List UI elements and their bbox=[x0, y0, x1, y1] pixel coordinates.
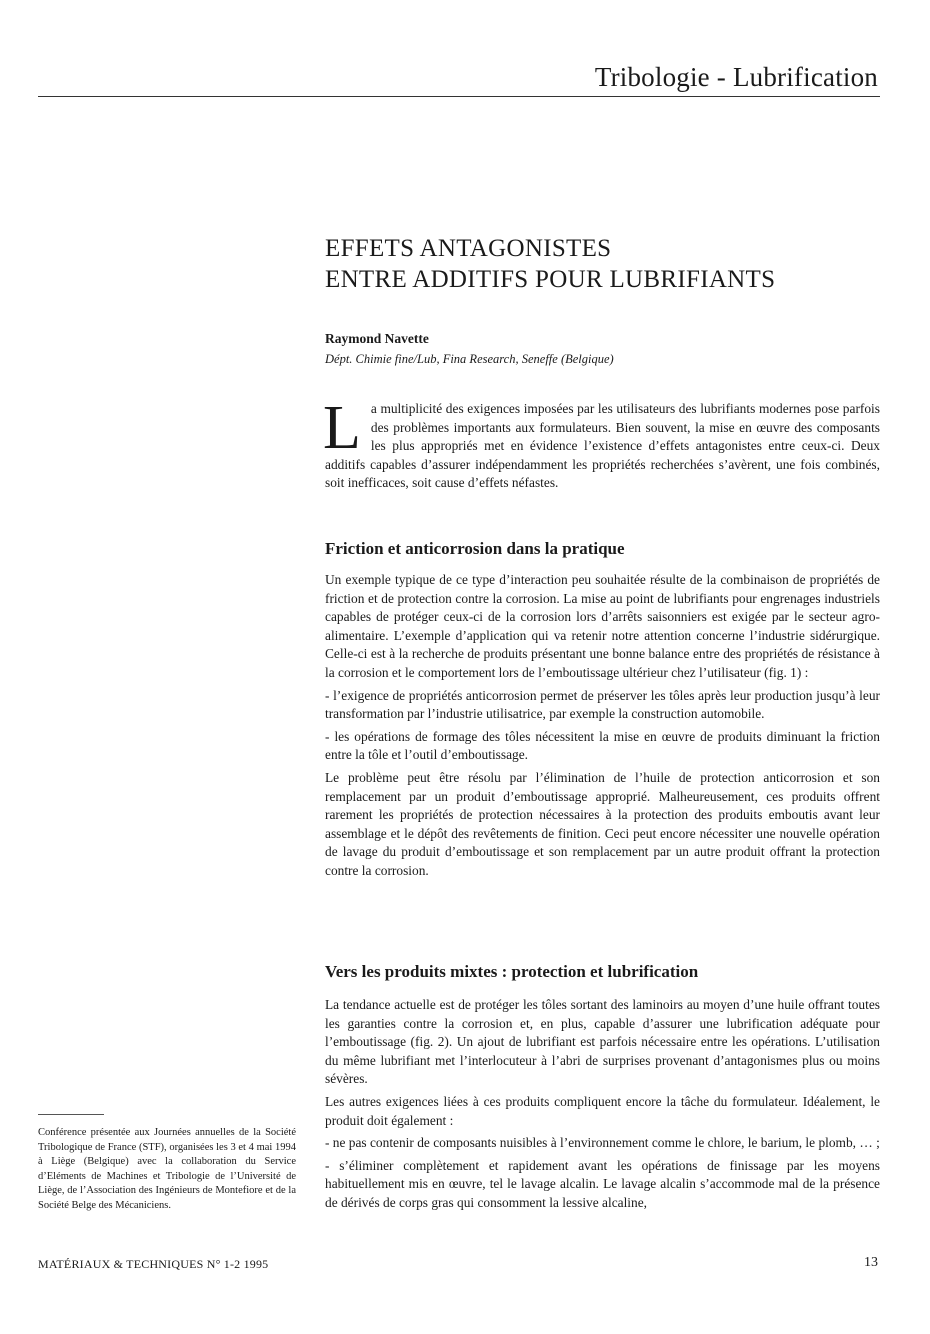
paragraph: Les autres exigences liées à ces produits compliquent encore la tâche du formulateur. Idéalement, le produit doit également : bbox=[325, 1093, 880, 1128]
drop-cap: L bbox=[323, 394, 361, 462]
paragraph: - s’éliminer complètement et rapidement avant les opérations de finissage par les moyens habituellement mis en œuvre, tel le lavage alcalin. Le lavage alcalin s’accommode mal de la présence de dérivés de corps gras qui consomment la lessive alcaline, bbox=[325, 1157, 880, 1210]
author-name: Raymond Navette bbox=[325, 331, 429, 346]
header-rule bbox=[38, 96, 880, 97]
page-number: 13 bbox=[864, 1255, 878, 1270]
section-heading-1: Friction et anticorrosion dans la pratique bbox=[325, 539, 625, 558]
section-heading-2: Vers les produits mixtes : protection et lubrification bbox=[325, 962, 699, 981]
author-affiliation: Dépt. Chimie fine/Lub, Fina Research, Seneffe (Belgique) bbox=[325, 352, 614, 366]
paragraph: Le problème peut être résolu par l’élimination de l’huile de protection anticorrosion et son remplacement par un produit d’emboutissage approprié. Malheureusement, ces produits offrent rarement les propriétés de protection nécessaires à la protection des produits emboutis avant leur assemblage et le dépôt des revêtements de finition. Ceci peut encore nécessiter une nouvelle opération de lavage du produit d’emboutissage et son remplacement par un autre produit offrant la protection contre la corrosion. bbox=[325, 769, 880, 878]
paragraph: - l’exigence de propriétés anticorrosion permet de préserver les tôles après leur production jusqu’à leur transformation par l’industrie utilisatrice, par exemple la construction automobile. bbox=[325, 687, 880, 722]
footnote-rule bbox=[38, 1114, 104, 1115]
section-body-1 bbox=[325, 571, 880, 885]
title-line-2: ENTRE ADDITIFS POUR LUBRIFIANTS bbox=[325, 266, 776, 293]
section-body-2 bbox=[325, 996, 880, 1217]
section-header: Tribologie - Lubrification bbox=[594, 62, 878, 92]
paragraph: Un exemple typique de ce type d’interaction peu souhaitée résulte de la combinaison de propriétés de friction et de protection contre la corrosion. La mise au point de lubrifiants pour engrenages industriels capables de protéger ceux-ci de la corrosion lors d’arrêts saisonniers est exigée par le secteur agro-alimentaire. L’exemple d’application qui va retenir notre attention concerne l’industrie sidérurgique. Celle-ci est à la recherche de produits présentant une bonne balance entre des propriétés de résistance à la corrosion et le comportement lors de l’emboutissage ultérieur chez l’utilisateur (fig. 1) : bbox=[325, 572, 880, 680]
abstract-text: a multiplicité des exigences imposées par les utilisateurs des lubrifiants modernes pose parfois des problèmes importants aux formulateurs. Bien souvent, la mise en œuvre des composants les plus appropriés met en évidence l’existence d’effets antagonistes entre ceux-ci. Deux additifs capables d’assurer indépendamment les propriétés recherchées s’avèrent, une fois combinés, soit inefficaces, soit cause d’effets néfastes. bbox=[325, 401, 880, 491]
title-line-1: EFFETS ANTAGONISTES bbox=[325, 235, 612, 262]
journal-footer: MATÉRIAUX & TECHNIQUES N° 1-2 1995 bbox=[38, 1257, 269, 1271]
footnote: Conférence présentée aux Journées annuelles de la Société Tribologique de France (STF), organisées les 3 et 4 mai 1994 à Liège (Belgique) avec la collaboration du Service d’Eléments de Machines et Tribologie de l’Université de Liège, de l’Association des Ingénieurs de Montefiore et de la Société Belge des Mécaniciens. bbox=[38, 1127, 296, 1211]
abstract bbox=[323, 394, 880, 493]
paragraph: - ne pas contenir de composants nuisibles à l’environnement comme le chlore, le barium, le plomb, … ; bbox=[325, 1135, 880, 1151]
paragraph: La tendance actuelle est de protéger les tôles sortant des laminoirs au moyen d’une huile offrant toutes les garanties contre la corrosion et, en plus, capable d’assurer une lubrification adéquate pour l’emboutissage (fig. 2). Un ajout de lubrifiant est parfois nécessaire entre les opérations. L’utilisation du même lubrifiant met l’interlocuteur à l’abri de surprises provenant d’antagonismes plus ou moins sévères. bbox=[325, 997, 880, 1087]
paragraph: - les opérations de formage des tôles nécessitent la mise en œuvre de produits diminuant la friction entre la tôle et l’outil d’emboutissage. bbox=[325, 728, 880, 763]
article-title bbox=[325, 233, 885, 295]
